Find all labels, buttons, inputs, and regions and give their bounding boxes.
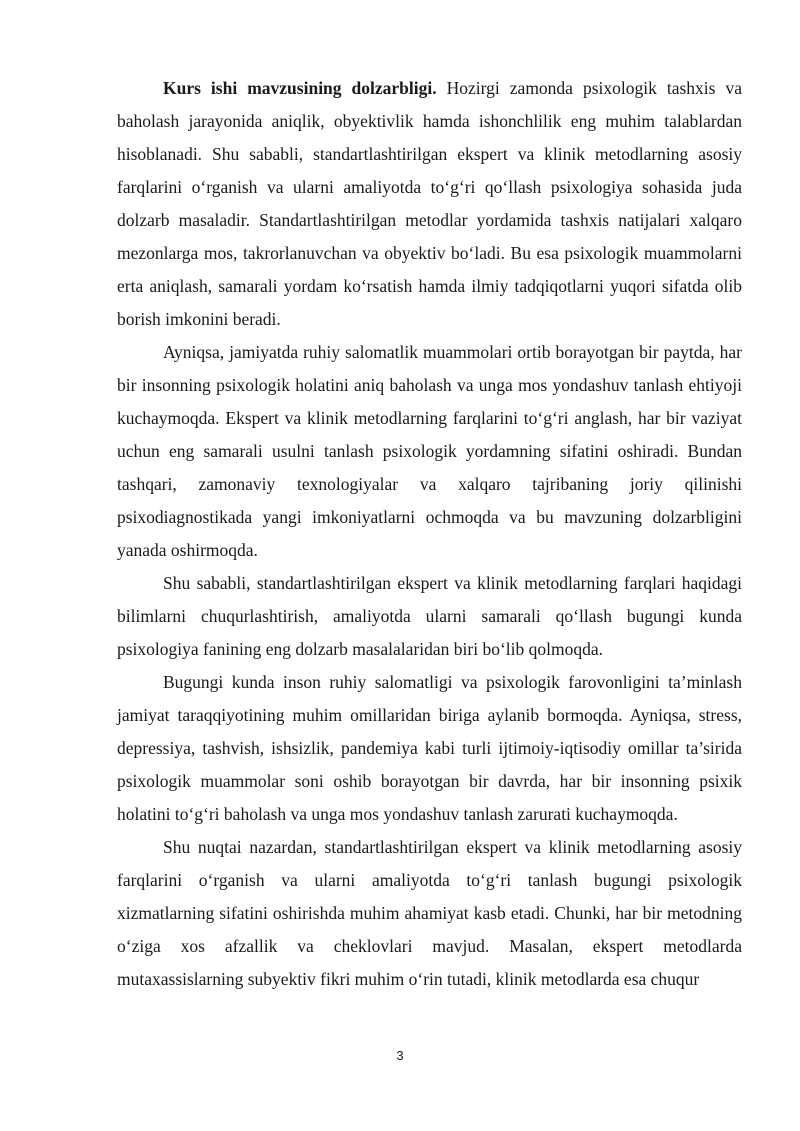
paragraph-mental-health: Ayniqsa, jamiyatda ruhiy salomatlik muammolari ortib borayotgan bir paytda, har bir insonning psixologik holatini aniq baholash va unga mos yondashuv tanlash ehtiyoji kuchaymoqda. Ekspert va klinik metodlarning farqlarini to‘g‘ri anglash, har bir vaziyat uchun eng samarali usulni tanlash psixologik yordamning sifatini oshiradi. Bundan tashqari, zamonaviy texnologiyalar va xalqaro tajribaning joriy qilinishi psixodiagnostikada yangi imkoniyatlarni ochmoqda va bu mavzuning dolzarbligini yanada oshirmoqda.	[117, 342, 742, 560]
paragraph-text: Hozirgi zamonda psixologik tashxis va baholash jarayonida aniqlik, obyektivlik hamda ishonchlilik eng muhim talablardan hisoblanadi. Shu sababli, standartlashtirilgan ekspert va klinik metodlarning asosiy farqlarini o‘rganish va ularni amaliyotda to‘g‘ri qo‘llash psixologiya sohasida juda dolzarb masaladir. Standartlashtirilgan metodlar yordamida tashxis natijalari xalqaro mezonlarga mos, takrorlanuvchan va obyektiv bo‘ladi. Bu esa psixologik muammolarni erta aniqlash, samarali yordam ko‘rsatish hamda ilmiy tadqiqotlarni yuqori sifatda olib borish imkonini beradi.	[117, 78, 742, 329]
page-number: 3	[396, 1048, 404, 1063]
paragraph-conclusion: Shu sababli, standartlashtirilgan ekspert va klinik metodlarning farqlari haqidagi bilimlarni chuqurlashtirish, amaliyotda ularni samarali qo‘llash bugungi kunda psixologiya fanining eng dolzarb masalalaridan biri bo‘lib qolmoqda.	[117, 573, 742, 659]
paragraph-wellbeing: Bugungi kunda inson ruhiy salomatligi va psixologik farovonligini ta’minlash jamiyat taraqqiyotining muhim omillaridan biriga aylanib bormoqda. Ayniqsa, stress, depressiya, tashvish, ishsizlik, pandemiya kabi turli ijtimoiy-iqtisodiy omillar ta’sirida psixologik muammolar soni oshib borayotgan bir davrda, har bir insonning psixik holatini to‘g‘ri baholash va unga mos yondashuv tanlash zarurati kuchaymoqda.	[117, 672, 742, 824]
paragraph-lead-heading: Kurs ishi mavzusining dolzarbligi.	[163, 78, 437, 98]
paragraph-relevance	[117, 72, 742, 336]
paragraph-methods: Shu nuqtai nazardan, standartlashtirilgan ekspert va klinik metodlarning asosiy farqlarini o‘rganish va ularni amaliyotda to‘g‘ri tanlash bugungi psixologik xizmatlarning sifatini oshirishda muhim ahamiyat kasb etadi. Chunki, har bir metodning o‘ziga xos afzallik va cheklovlari mavjud. Masalan, ekspert metodlarda mutaxassislarning subyektiv fikri muhim o‘rin tutadi, klinik metodlarda esa chuqur	[117, 837, 742, 989]
document-body	[117, 72, 742, 996]
